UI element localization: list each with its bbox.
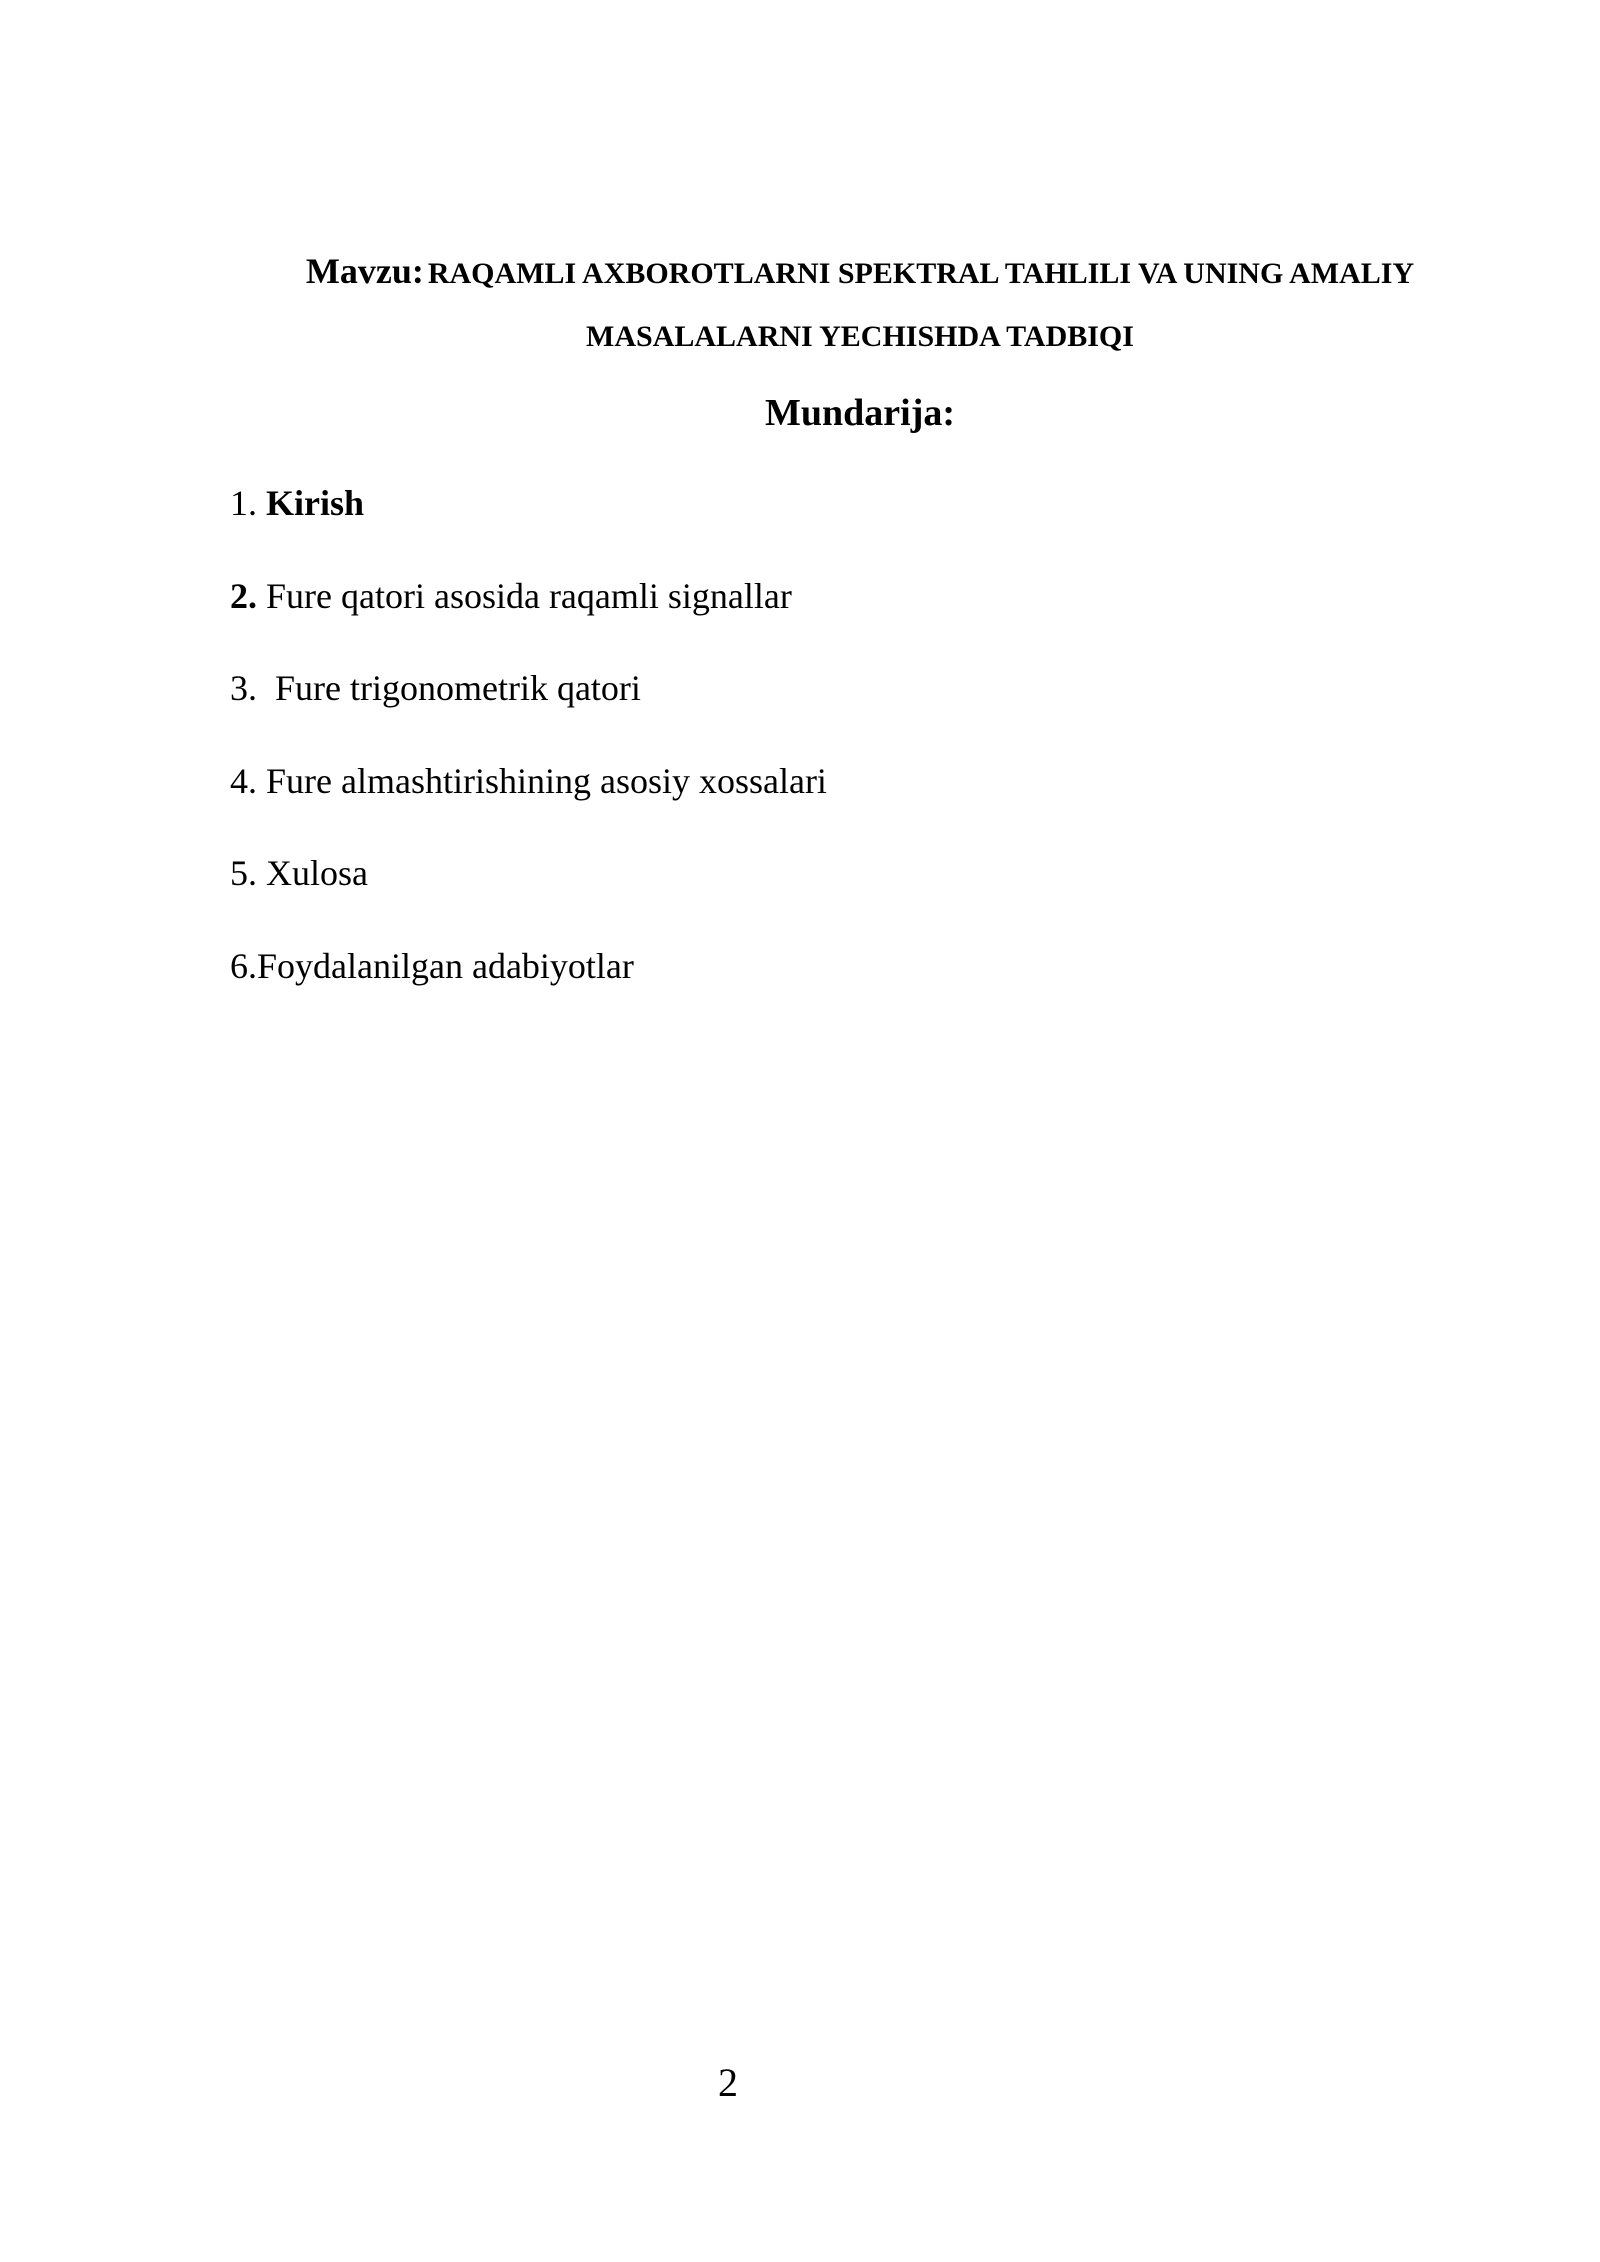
toc-item-label: Fure qatori asosida raqamli signallar [266, 575, 792, 616]
toc-item-number: 3. [230, 668, 257, 708]
title-text-line-2: MASALALARNI YECHISHDA TADBIQI [586, 320, 1134, 353]
toc-item-fure-qatori [230, 571, 1430, 664]
toc-heading: Mundarija: [765, 392, 955, 434]
toc-item-label: Kirish [266, 483, 365, 523]
toc-item-label: Xulosa [266, 853, 368, 893]
title-prefix: Mavzu: [305, 251, 424, 291]
document-title [230, 243, 1490, 365]
toc-item-label: Fure trigonometrik qatori [275, 668, 641, 708]
toc-item-xulosa [230, 848, 1430, 941]
toc-item-label: Foydalanilgan adabiyotlar [257, 945, 634, 986]
toc-item-kirish [230, 478, 1430, 571]
page-number: 2 [718, 2060, 738, 2105]
title-line-1 [230, 243, 1490, 307]
toc-item-number: 1. [230, 483, 257, 523]
table-of-contents [230, 478, 1430, 1033]
toc-item-number: 6. [230, 945, 257, 986]
toc-item-number: 4. [230, 760, 257, 801]
toc-item-number: 5. [230, 853, 257, 893]
toc-item-number: 2. [230, 575, 257, 616]
toc-item-xossalari [230, 756, 1430, 849]
toc-item-label: Fure almashtirishining asosiy xossalari [266, 760, 827, 801]
toc-item-trigonometrik [230, 663, 1430, 756]
toc-item-adabiyotlar [230, 941, 1430, 1034]
title-text-line-1: RAQAMLI AXBOROTLARNI SPEKTRAL TAHLILI VA UNING AMALIY [427, 257, 1415, 290]
